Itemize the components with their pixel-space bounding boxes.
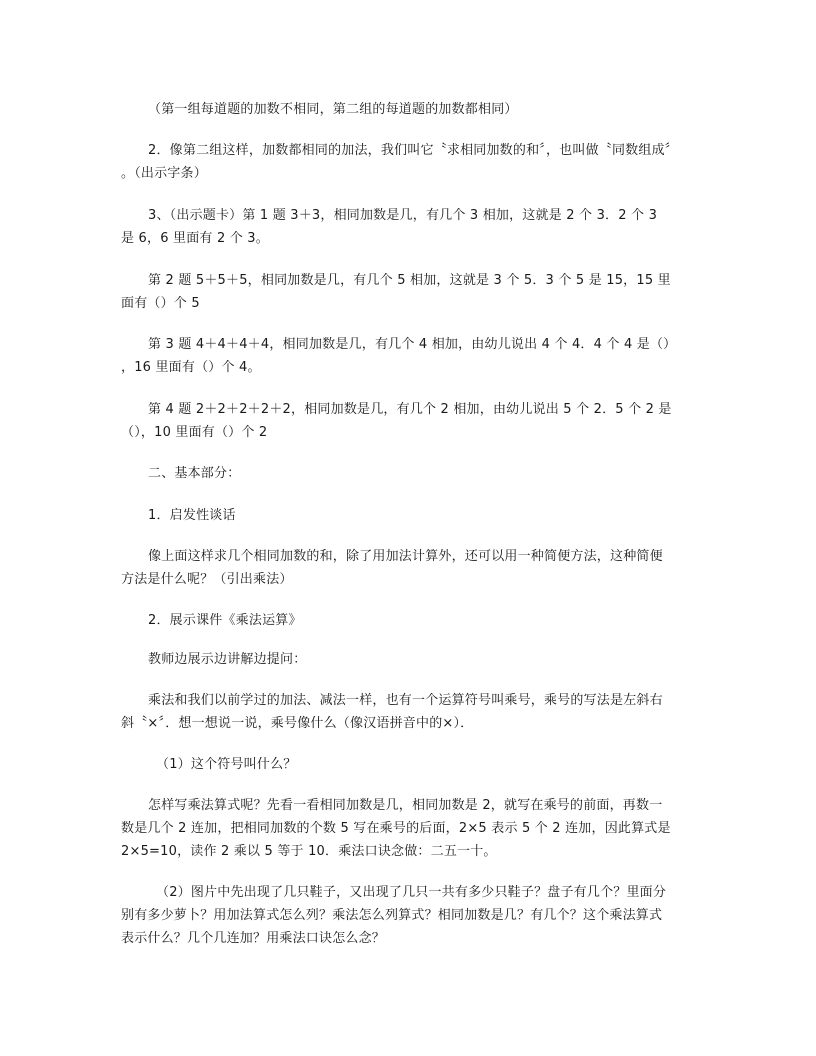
- subsection-heading-talk: 1．启发性谈话: [148, 508, 236, 523]
- section-heading-basic: 二、基本部分：: [148, 466, 241, 481]
- paragraph-6-line-2: （），10 里面有（）个 2: [121, 425, 268, 440]
- paragraph-14-line-3: 表示什么？几个几连加？用乘法口诀怎么念？: [121, 931, 386, 946]
- paragraph-8-line-1: 像上面这样求几个相同加数的和，除了用加法计算外，还可以用一种简便方法，这种简便: [148, 549, 663, 564]
- paragraph-4-line-1: 第 2 题 5＋5＋5，相同加数是几，有几个 5 相加，这就是 3 个 5．3 个 5 是 15，15 里: [148, 273, 671, 288]
- paragraph-14-line-1: （2）图片中先出现了几只鞋子，又出现了几只一共有多少只鞋子？盘子有几个？里面分: [156, 885, 667, 900]
- paragraph-5-line-1: 第 3 题 4＋4＋4＋4，相同加数是几，有几个 4 相加，由幼儿说出 4 个 4．4 个 4 是（）: [148, 337, 677, 352]
- paragraph-14-line-2: 别有多少萝卜？用加法算式怎么列？乘法怎么列算式？相同加数是几？有几个？这个乘法算式: [121, 908, 663, 923]
- paragraph-5-line-2: ，16 里面有（）个 4。: [121, 360, 261, 375]
- paragraph-3-line-1: 3、（出示题卡）第 1 题 3＋3，相同加数是几，有几个 3 相加，这就是 2 个 3．2 个 3: [148, 208, 658, 223]
- paragraph-6-line-1: 第 4 题 2＋2＋2＋2＋2，相同加数是几，有几个 2 相加，由幼儿说出 5 个 2．5 个 2 是: [148, 402, 672, 417]
- subsection-heading-courseware: 2．展示课件《乘法运算》: [148, 613, 302, 628]
- paragraph-2-line-1: 2．像第二组这样，加数都相同的加法，我们叫它〝求相同加数的和〞，也叫做〝同数组成〞: [148, 143, 678, 158]
- paragraph-4-line-2: 面有（）个 5: [121, 296, 200, 311]
- paragraph-13-line-1: 怎样写乘法算式呢？先看一看相同加数是几，相同加数是 2，就写在乘号的前面，再数一: [148, 798, 663, 813]
- paragraph-3-line-2: 是 6，6 里面有 2 个 3。: [121, 231, 269, 246]
- paragraph-13-line-2: 数是几个 2 连加，把相同加数的个数 5 写在乘号的后面，2×5 表示 5 个 2 连加，因此算式是: [121, 821, 671, 836]
- question-1: （1）这个符号叫什么？: [156, 757, 297, 772]
- paragraph-note-line: （第一组每道题的加数不相同，第二组的每道题的加数都相同）: [148, 102, 518, 117]
- paragraph-2-line-2: 。（出示字条）: [121, 166, 207, 181]
- paragraph-8-line-2: 方法是什么呢？（引出乘法）: [121, 572, 293, 587]
- paragraph-teacher: 教师边展示边讲解边提问：: [148, 652, 307, 667]
- paragraph-11-line-1: 乘法和我们以前学过的加法、减法一样，也有一个运算符号叫乘号，乘号的写法是左斜右: [148, 693, 663, 708]
- paragraph-11-line-2: 斜〝×〞．想一想说一说，乘号像什么（像汉语拼音中的×）．: [121, 716, 474, 731]
- paragraph-13-line-3: 2×5=10，读作 2 乘以 5 等于 10．乘法口诀念做：二五一十。: [121, 844, 497, 859]
